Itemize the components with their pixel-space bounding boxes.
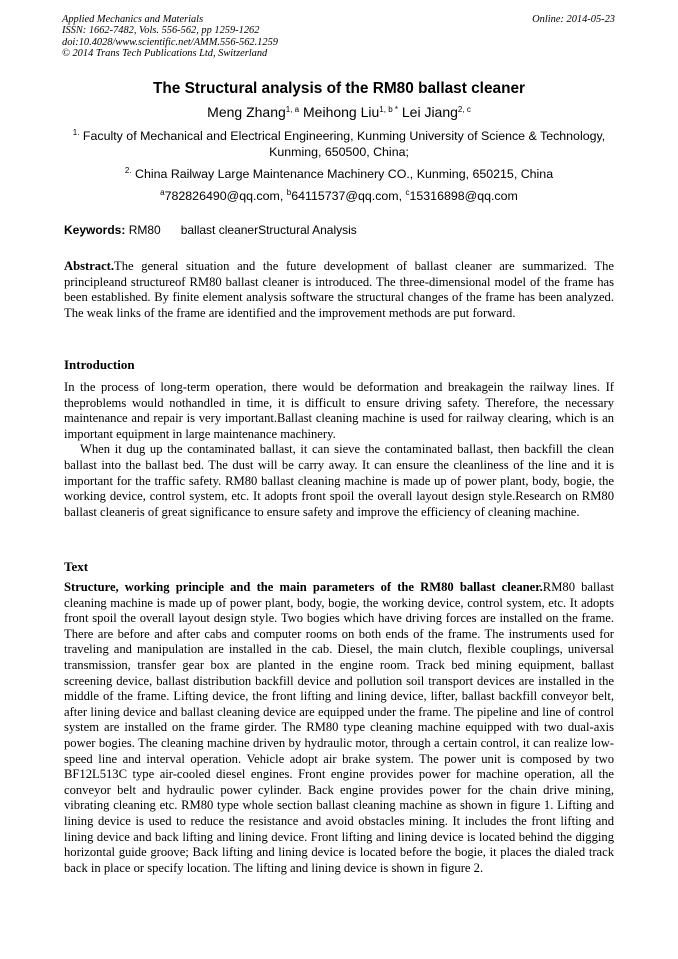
abstract [64,259,614,321]
intro-paragraph-1: In the process of long-term operation, there would be deformation and breakagein the railway lines. If theproblems would nothandled in time, it is difficult to ensure driving safety. Therefore, the necessary maintenance and repair is very important.Ballast cleaning machine is used for railway clearing, which is an important equipment in large maintenance machinery. [64,380,614,441]
online-date: Online: 2014-05-23 [532,14,615,25]
text-section-paragraph: RM80 ballast cleaning machine is made up of power plant, body, bogie, the working device, control system, etc. It adopts front spoil the overall layout design style. Two bogies which have driving forces are installed on the frame. There are before and after cabs and computer rooms on both ends of the frame. The instruments used for traveling and manipulation are installed in the cab. Diesel, the main clutch, flexible couplings, universal transmission, transfer gear box are planted in the engine room. Track bed mining equipment, ballast screening device, ballast distribution backfill device and pollution soil transport devices are installed in the middle of the frame. Lifting device, the front lifting and lining device, lifter, ballast backfill conveyor belt, after lining device and ballast cleaning device are equipped under the frame. The pipeline and line of control system are installed on the frame girder. The RM80 type cleaning machine equipped with two dual-axis power bogies. The cleaning machine driven by hydraulic motor, through a certain control, it can realize low-speed line and interval operation. Vehicle adopt air brake system. The power unit is composed by two BF12L513C type air-cooled diesel engines. Front engine provides power for machine operation, all the conveyor belt and hydraulic power cylinder. Back engine provides power for the chain drive mining, vibrating cleaning etc. RM80 type whole section ballast cleaning machine as shown in figure 1. Lifting and lining device is used to reduce the resistance and avoid obstacles mining. It includes the front lifting and lining device and back lifting and lining device. Front lifting and lining device is located behind the digging horizontal guide groove; Back lifting and lining device is located before the bogie, it places the dialed track back in place or specify location. The lifting and lining device is shown in figure 2. [64,580,614,875]
introduction-heading: Introduction [64,357,135,372]
author-superscript: 1, a [285,105,300,114]
email-marker: b [286,188,292,197]
text-section-body [64,580,614,876]
paper-title: The Structural analysis of the RM80 ballast cleaner [152,80,526,97]
doi-line: doi:10.4028/www.scientific.net/AMM.556-562.1259 [62,36,278,48]
affiliation-marker: 2. [124,166,132,175]
affiliation-marker: 1. [72,128,80,137]
keywords-label: Keywords: [64,223,126,237]
email-marker: c [405,188,410,197]
abstract-text: The general situation and the future development of ballast cleaner are summarized. The principleand structureof RM80 ballast cleaner is introduced. The three-dimensional model of the frame has been established. By finite element analysis software the structural changes of the frame has been analyzed. The weak links of the frame are identified and the improvement methods are put forward. [64,259,614,320]
intro-paragraph-2: When it dug up the contaminated ballast, it can sieve the contaminated ballast, then backfill the clean ballast into the ballast bed. The dust will be carry away. It can ensure the cleanliness of the line and it is important for the traffic safety. RM80 ballast cleaning machine is made up of power plant, body, bogie, the working device, control system, etc. It adopts front spoil the overall layout design style.Research on RM80 ballast cleaneris of great significance to ensure safety and improve the efficiency of cleaning machine. [64,442,614,519]
issn-line: ISSN: 1662-7482, Vols. 556-562, pp 1259-1262 [62,25,260,37]
affiliation-1 [70,128,608,160]
journal-name: Applied Mechanics and Materials [62,14,204,25]
author-name: Meihong Liu [303,104,380,120]
keywords-text: RM80 ballast cleanerStructural Analysis [125,223,357,237]
affiliation-text: China Railway Large Maintenance Machinery CO., Kunming, 650215, China [135,167,554,181]
affiliation-2 [70,166,608,182]
abstract-label: Abstract. [64,259,115,273]
email-address: 64115737@qq.com, [291,189,406,203]
author-list [0,103,678,121]
email-address: 15316898@qq.com [409,189,518,203]
email-address: 782826490@qq.com, [164,189,287,203]
affiliation-text: Faculty of Mechanical and Electrical Engineering, Kunming University of Science & Technology, Kunming, 650500, China; [82,129,606,159]
introduction-body [64,380,614,520]
journal-header [62,14,615,60]
author-superscript: 1, b * [379,105,398,114]
author-superscript: 2, c [457,105,471,114]
copyright-line: © 2014 Trans Tech Publications Ltd, Switzerland [62,48,268,60]
email-marker: a [160,188,165,197]
email-line [0,188,678,204]
keywords [64,223,357,238]
author-name: Meng Zhang [207,104,286,120]
author-name: Lei Jiang [401,104,458,120]
text-section-lead: Structure, working principle and the main parameters of the RM80 ballast cleaner. [64,580,543,594]
text-section-heading: Text [64,559,89,574]
